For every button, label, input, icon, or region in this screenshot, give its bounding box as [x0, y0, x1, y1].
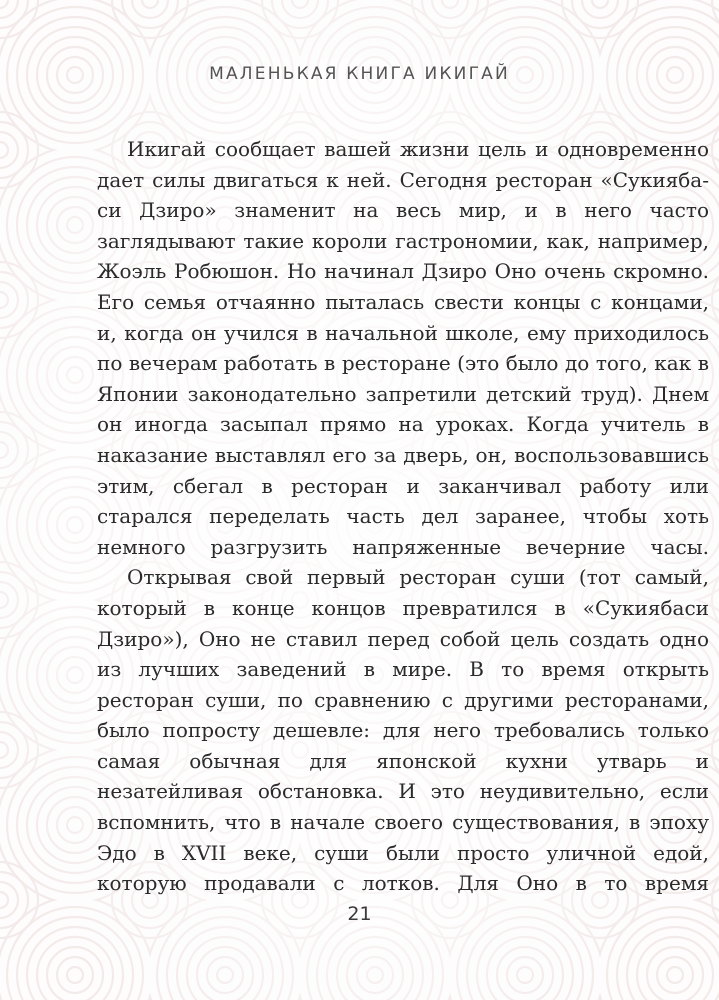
body-text [97, 134, 709, 899]
running-header: МАЛЕНЬКАЯ КНИГА ИКИГАЙ [209, 64, 510, 84]
paragraph: Икигай сообщает вашей жизни цель и одновременно дает силы двигаться к ней. Сегодня ресторан «Сукиябаси Дзиро» знаменит на весь мир, и в него часто заглядывают такие короли гастрономии, как, например, Жоэль Робюшон. Но начинал Дзиро Оно очень скромно. Его семья отчаянно пыталась свести концы с концами, и, когда он учился в начальной школе, ему приходилось по вечерам работать в ресторане (это было до того, как в Японии законодательно запретили детский труд). Днем он иногда засыпал прямо на уроках. Когда учитель в наказание выставлял его за дверь, он, воспользовавшись этим, сбегал в ресторан и заканчивал работу или старался переделать часть дел заранее, чтобы хоть немного разгрузить напряженные вечерние часы. [97, 137, 709, 559]
paragraph: Открывая свой первый ресторан суши (тот самый, который в конце концов превратился в «Сукиябаси Дзиро»), Оно не ставил перед собой цель создать одно из лучших заведений в мире. В то время открыть ресторан суши, по сравнению с другими ресторанами, было попросту дешевле: для него требовались только самая обычная для японской кухни утварь и незатейливая обстановка. И это неудивительно, если вспомнить, что в начале своего существования, в эпоху Эдо в XVII веке, суши были просто уличной едой, которую продавали с лотков. Для Оно в то время [97, 565, 709, 896]
page-number: 21 [347, 903, 372, 925]
